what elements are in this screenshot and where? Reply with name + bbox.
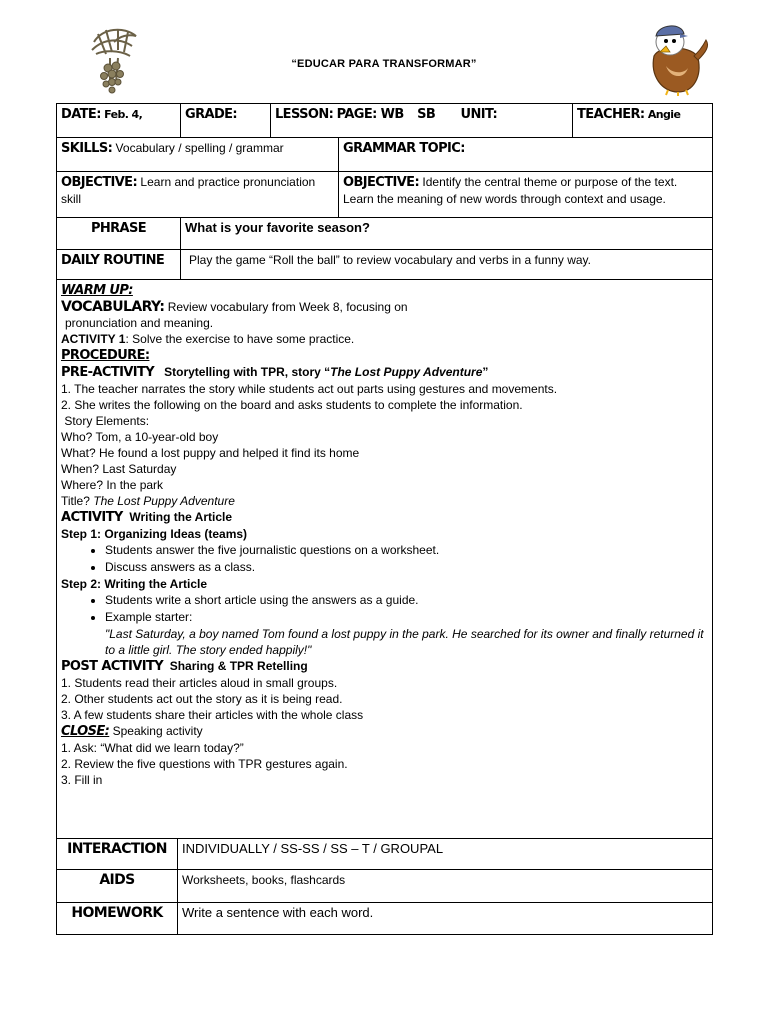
skills-label: SKILLS: — [61, 141, 113, 156]
close-line-1: 1. Ask: “What did we learn today?” — [61, 741, 244, 755]
example-quote: "Last Saturday, a boy named Tom found a lost puppy in the park. He searched for its owner and finally returned it to a little girl. The story ended happily!" — [105, 627, 704, 657]
aids-label: AIDS — [99, 872, 135, 888]
skills-cell — [57, 138, 339, 172]
pre-line-2: 2. She writes the following on the board and asks students to complete the information. — [61, 398, 523, 412]
phrase-value: What is your favorite season? — [185, 220, 370, 235]
date-value: Feb. 4, — [104, 108, 143, 121]
pre-line-4: Who? Tom, a 10-year-old boy — [61, 430, 219, 444]
pre-line-7: Where? In the park — [61, 478, 164, 492]
phrase-label: PHRASE — [90, 221, 147, 236]
pre-activity-title-story: The Lost Puppy Adventure — [330, 365, 483, 379]
homework-label-cell — [57, 903, 178, 935]
interaction-label: INTERACTION — [67, 841, 167, 857]
close-line-2: 2. Review the five questions with TPR gestures again. — [61, 757, 348, 771]
objective-cell-left — [57, 172, 339, 218]
procedure-heading: PROCEDURE: — [61, 348, 150, 363]
step-1-item: • Students answer the five journalistic questions on a worksheet. — [105, 542, 708, 559]
step-2-heading: Step 2: Writing the Article — [61, 577, 208, 591]
activity-1-label: ACTIVITY 1 — [61, 332, 126, 346]
activity-title: Writing the Article — [129, 510, 233, 524]
objective-value-left: Learn and practice pronunciation skill — [61, 175, 316, 206]
activity-1-text: : Solve the exercise to have some practice. — [125, 332, 355, 346]
teacher-cell — [573, 104, 713, 138]
grade-cell — [181, 104, 271, 138]
aids-value: Worksheets, books, flashcards — [182, 873, 346, 887]
pre-line-6: When? Last Saturday — [61, 462, 177, 476]
grammar-topic-cell — [339, 138, 713, 172]
objective-label-right: OBJECTIVE: — [343, 175, 420, 190]
homework-label: HOMEWORK — [71, 905, 163, 921]
objective-value-right-2: Learn the meaning of new words through context and usage. — [343, 192, 666, 206]
step-2-item: • Example starter: — [105, 609, 708, 626]
procedure-body-cell — [57, 280, 713, 839]
vocabulary-text: Review vocabulary from Week 8, focusing on — [167, 300, 408, 314]
vocabulary-text-2: pronunciation and meaning. — [65, 316, 214, 330]
grammar-topic-label: GRAMMAR TOPIC: — [343, 141, 465, 156]
interaction-label-cell — [57, 839, 178, 870]
aids-label-cell — [57, 870, 178, 903]
homework-value: Write a sentence with each word. — [182, 905, 374, 920]
routine-value-cell — [181, 250, 713, 280]
post-activity-title: Sharing & TPR Retelling — [169, 659, 308, 673]
close-line-3: 3. Fill in — [61, 773, 103, 787]
pre-activity-title-a: Storytelling with TPR, story “ — [164, 365, 331, 379]
title-line-label: Title? — [61, 494, 94, 508]
step-1-item: • Discuss answers as a class. — [105, 559, 708, 576]
teacher-label: TEACHER: — [577, 107, 645, 122]
pre-activity-title-c: ” — [482, 365, 489, 379]
date-label: DATE: — [61, 107, 101, 122]
post-line-2: 2. Other students act out the story as it is being read. — [61, 692, 343, 706]
pre-line-1: 1. The teacher narrates the story while students act out parts using gestures and movements. — [61, 382, 558, 396]
post-activity-label: POST ACTIVITY — [61, 659, 164, 674]
step-2-list — [61, 592, 708, 626]
unit-label: UNIT: — [460, 107, 498, 122]
eagle-mascot-icon — [640, 16, 712, 96]
school-motto: “EDUCAR PARA TRANSFORMAR” — [291, 58, 477, 70]
lesson-page-cell — [271, 104, 457, 138]
grade-label: GRADE: — [185, 107, 238, 122]
daily-routine-label: DAILY ROUTINE — [61, 253, 165, 268]
teacher-value: Angie — [647, 108, 681, 121]
sb-label: SB — [417, 107, 436, 122]
objective-label-left: OBJECTIVE: — [61, 175, 138, 190]
date-cell — [57, 104, 181, 138]
homework-value-cell — [178, 903, 713, 935]
objective-cell-right — [339, 172, 713, 218]
step-1-list — [61, 542, 708, 576]
activity-label: ACTIVITY — [61, 510, 123, 525]
pre-activity-label: PRE-ACTIVITY — [61, 365, 155, 380]
objective-value-right-1: Identify the central theme or purpose of the text. — [422, 175, 678, 189]
interaction-value: INDIVIDUALLY / SS-SS / SS – T / GROUPAL — [182, 841, 444, 856]
aids-value-cell — [178, 870, 713, 903]
lesson-label: LESSON: — [275, 107, 334, 122]
daily-routine-value: Play the game “Roll the ball” to review vocabulary and verbs in a funny way. — [189, 253, 591, 267]
phrase-label-cell — [57, 218, 181, 250]
skills-value: Vocabulary / spelling / grammar — [115, 141, 284, 155]
close-heading: CLOSE: — [61, 724, 110, 739]
pre-line-3: Story Elements: — [61, 414, 150, 428]
phrase-value-cell — [181, 218, 713, 250]
title-line-value: The Lost Puppy Adventure — [93, 494, 235, 508]
warm-up-heading: WARM UP: — [61, 283, 133, 298]
pre-line-5: What? He found a lost puppy and helped it find its home — [61, 446, 360, 460]
post-line-3: 3. A few students share their articles with the whole class — [61, 708, 364, 722]
routine-label-cell — [57, 250, 181, 280]
step-1-heading: Step 1: Organizing Ideas (teams) — [61, 527, 248, 541]
vocabulary-label: VOCABULARY: — [61, 299, 165, 315]
unit-cell — [457, 104, 573, 138]
post-line-1: 1. Students read their articles aloud in small groups. — [61, 676, 338, 690]
lesson-header-table — [56, 103, 713, 839]
step-2-item: • Students write a short article using the answers as a guide. — [105, 592, 708, 609]
lesson-footer-table — [56, 838, 713, 935]
close-title: Speaking activity — [112, 724, 203, 738]
interaction-value-cell — [178, 839, 713, 870]
page-label: PAGE: WB — [336, 107, 404, 122]
